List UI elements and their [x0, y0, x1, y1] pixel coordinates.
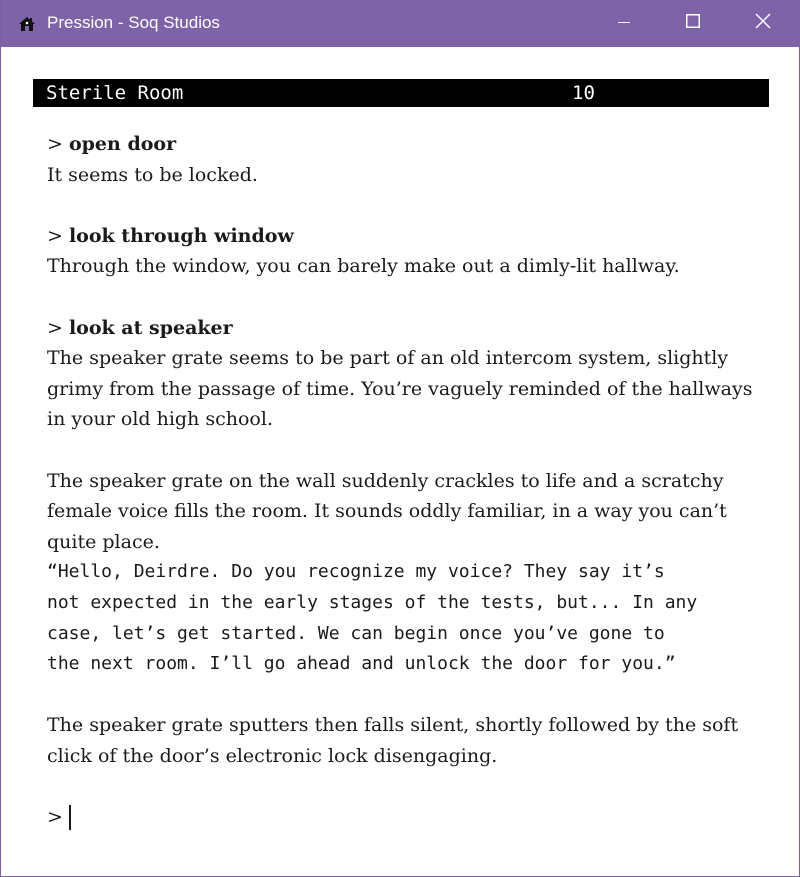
- score-value: 10: [572, 82, 595, 104]
- closing-paragraph: The speaker grate sputters then falls silent, shortly followed by the soft click of the door’s electronic lock disengaging.: [47, 714, 739, 767]
- spacer: [47, 435, 759, 466]
- transcript: [47, 129, 759, 833]
- house-icon: [18, 15, 36, 33]
- spacer: [47, 771, 759, 802]
- command-text: look at speaker: [68, 316, 233, 339]
- event-paragraph: The speaker grate on the wall suddenly crackles to life and a scratchy female voice fills the room. It sounds oddly familiar, in a way you can’t quite place.: [47, 469, 727, 553]
- room-name: Sterile Room: [46, 82, 184, 104]
- command-input[interactable]: [47, 802, 759, 833]
- response-text: Through the window, you can barely make out a dimly-lit hallway.: [47, 255, 680, 278]
- minimize-icon: [618, 15, 630, 33]
- response-text: The speaker grate seems to be part of an old intercom system, slightly grimy from the passage of time. You’re vaguely reminded of the hallways in your old high school.: [47, 347, 753, 431]
- spacer: [47, 190, 759, 221]
- status-bar: [33, 79, 769, 107]
- close-icon: [755, 13, 771, 34]
- prompt-symbol: >: [47, 133, 63, 155]
- command-text: look through window: [68, 224, 294, 247]
- voice-line: case, let’s get started. We can begin once you’ve gone to: [47, 622, 665, 644]
- maximize-icon: [686, 14, 700, 33]
- command-line: [47, 221, 759, 252]
- command-line: [47, 313, 759, 344]
- spacer: [47, 282, 759, 313]
- response-text: It seems to be locked.: [47, 163, 258, 186]
- close-button[interactable]: [740, 0, 786, 47]
- text-caret: [69, 805, 71, 830]
- window-title: Pression - Soq Studios: [47, 13, 220, 32]
- game-content: [1, 47, 799, 876]
- spacer: [47, 680, 759, 711]
- prompt-symbol: >: [47, 316, 63, 339]
- input-prompt-symbol: >: [47, 806, 63, 829]
- voice-line: “Hello, Deirdre. Do you recognize my voice? They say it’s: [47, 561, 665, 583]
- maximize-button[interactable]: [670, 0, 716, 47]
- command-line: [47, 129, 759, 160]
- title-bar[interactable]: [1, 0, 800, 47]
- command-text: open door: [68, 133, 177, 155]
- voice-line: the next room. I’ll go ahead and unlock the door for you.”: [47, 653, 676, 675]
- prompt-symbol: >: [47, 224, 63, 247]
- minimize-button[interactable]: [601, 0, 647, 47]
- voice-line: not expected in the early stages of the tests, but... In any: [47, 591, 698, 613]
